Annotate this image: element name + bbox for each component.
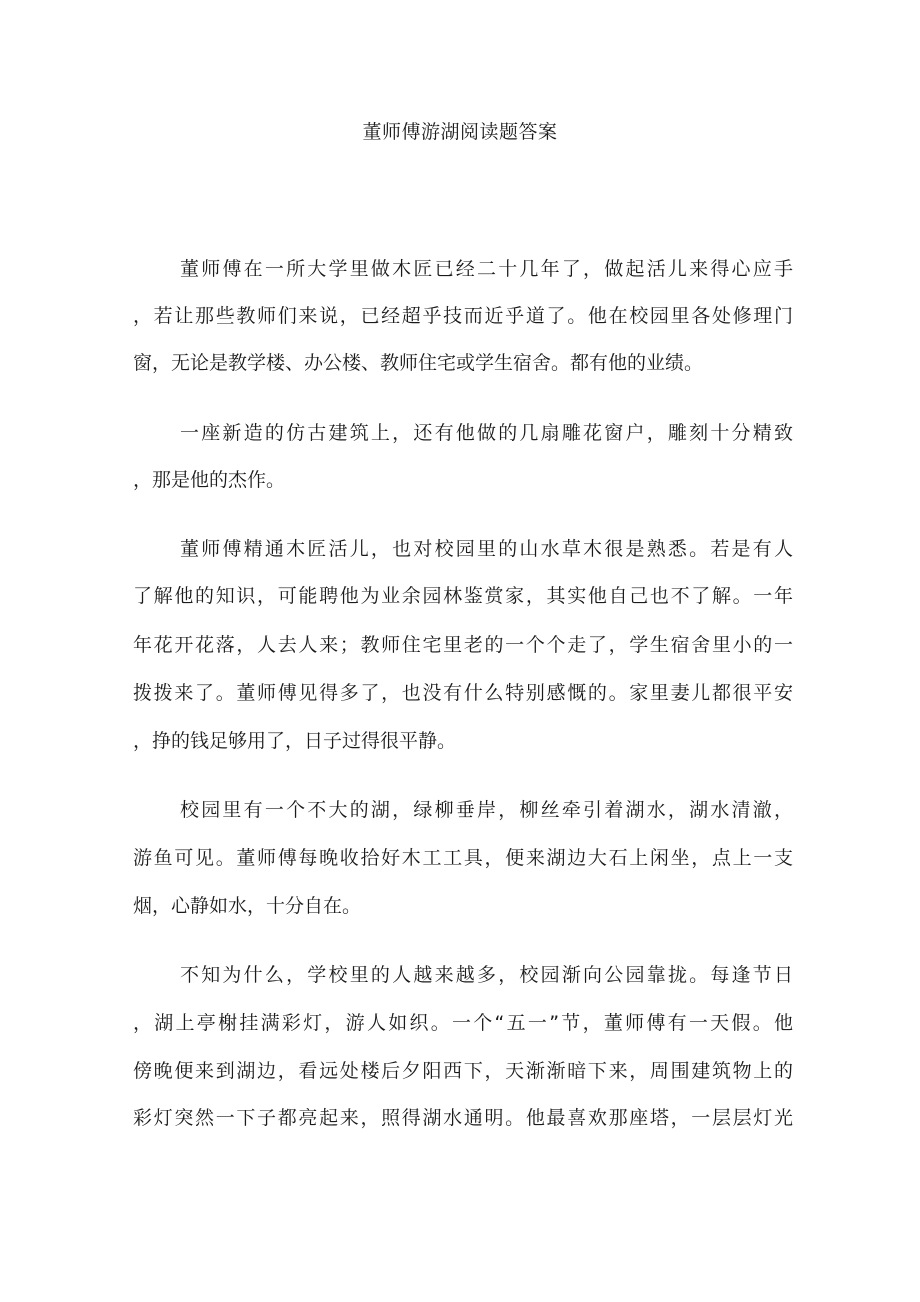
- paragraph-4-line-1: 校园里有一个不大的湖，绿柳垂岸，柳丝牵引着湖水，湖水清澈，: [180, 799, 793, 821]
- document-title: 董师傅游湖阅读题答案: [362, 121, 558, 143]
- paragraph-2-line-2: ，那是他的杰作。: [133, 469, 286, 491]
- paragraph-1-line-3: 窗，无论是教学楼、办公楼、教师住宅或学生宿舍。都有他的业绩。: [133, 352, 704, 374]
- paragraph-3-line-4: 拨拨来了。董师傅见得多了，也没有什么特别感慨的。家里妻儿都很平安: [133, 682, 793, 704]
- paragraph-5-line-4: 彩灯突然一下子都亮起来，照得湖水通明。他最喜欢那座塔，一层层灯光: [133, 1107, 793, 1129]
- paragraph-1-line-2: ，若让那些教师们来说，已经超乎技而近乎道了。他在校园里各处修理门: [133, 305, 793, 327]
- paragraph-3-line-1: 董师傅精通木匠活儿，也对校园里的山水草木很是熟悉。若是有人: [180, 538, 793, 560]
- paragraph-1-line-1: 董师傅在一所大学里做木匠已经二十几年了，做起活儿来得心应手: [180, 258, 793, 280]
- paragraph-3-line-3: 年花开花落，人去人来；教师住宅里老的一个个走了，学生宿舍里小的一: [133, 634, 793, 656]
- paragraph-5-line-2: ，湖上亭榭挂满彩灯，游人如织。一个“五一”节，董师傅有一天假。他: [133, 1012, 793, 1034]
- paragraph-4-line-3: 烟，心静如水，十分自在。: [133, 895, 362, 917]
- paragraph-2-line-1: 一座新造的仿古建筑上，还有他做的几扇雕花窗户，雕刻十分精致: [180, 422, 793, 444]
- paragraph-4-line-2: 游鱼可见。董师傅每晚收拾好木工工具，便来湖边大石上闲坐，点上一支: [133, 847, 793, 869]
- paragraph-3-line-5: ，挣的钱足够用了，日子过得很平静。: [133, 730, 457, 752]
- paragraph-5-line-1: 不知为什么，学校里的人越来越多，校园渐向公园靠拢。每逢节日: [180, 964, 793, 986]
- paragraph-5-line-3: 傍晚便来到湖边，看远处楼后夕阳西下，天渐渐暗下来，周围建筑物上的: [133, 1060, 793, 1082]
- paragraph-3-line-2: 了解他的知识，可能聘他为业余园林鉴赏家，其实他自己也不了解。一年: [133, 585, 793, 607]
